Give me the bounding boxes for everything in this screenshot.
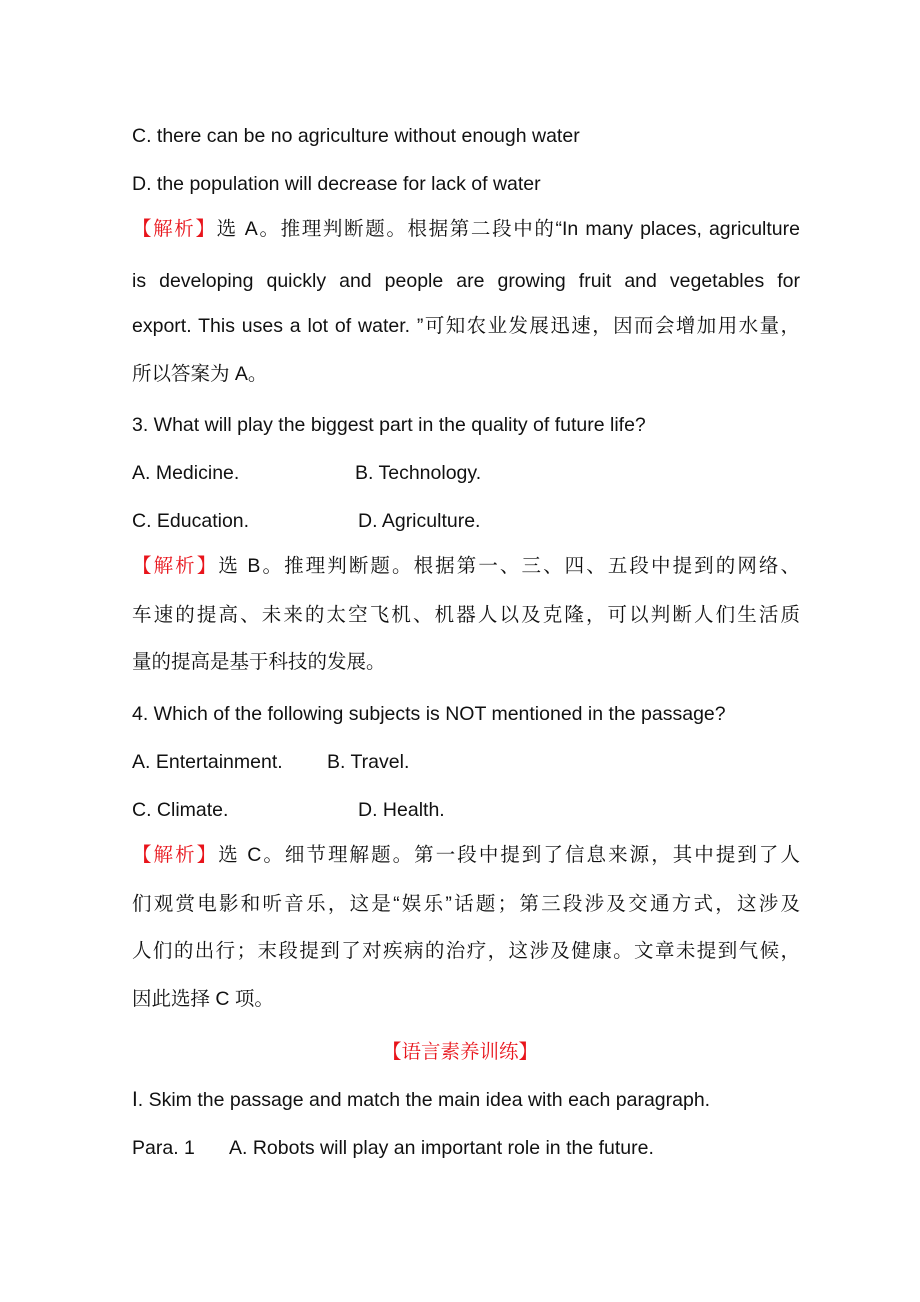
q4-option-c: C. Climate. — [132, 799, 229, 821]
q3-option-c: C. Education. — [132, 510, 250, 532]
q4-option-d: D. Health. — [358, 799, 445, 821]
q4-analysis-line-4: 因此选择 C 项。 — [132, 988, 274, 1010]
q3-analysis-line-2: 车速的提高、未来的太空飞机、机器人以及克隆，可以判断人们生活质 — [132, 604, 800, 626]
q4-analysis-line-3: 人们的出行；末段提到了对疾病的治疗，这涉及健康。文章未提到气候， — [132, 940, 800, 962]
q3-analysis-line-1 — [132, 553, 800, 579]
q3-option-d: D. Agriculture. — [358, 510, 481, 532]
para-option: A. Robots will play an important role in the future. — [229, 1137, 654, 1159]
q2-analysis-line-1 — [132, 216, 800, 242]
analysis-text: 选 C。细节理解题。第一段中提到了信息来源，其中提到了人 — [218, 844, 800, 866]
section-instruction: Ⅰ. Skim the passage and match the main idea with each paragraph. — [132, 1089, 711, 1111]
analysis-text: 选 A。推理判断题。根据第二段中的“In many places, agriculture — [216, 218, 800, 240]
q2-option-c: C. there can be no agriculture without enough water — [132, 125, 580, 147]
q2-analysis-line-4: 所以答案为 A。 — [132, 363, 268, 385]
q4-analysis-line-2: 们观赏电影和听音乐，这是“娱乐”话题；第三段涉及交通方式，这涉及 — [132, 893, 800, 915]
section-title: 【语言素养训练】 — [381, 1041, 538, 1063]
analysis-tag: 【解析】 — [132, 844, 219, 866]
q3-question: 3. What will play the biggest part in the quality of future life? — [132, 414, 646, 436]
q3-option-b: B. Technology. — [355, 462, 482, 484]
q3-analysis-line-3: 量的提高是基于科技的发展。 — [132, 651, 386, 673]
analysis-tag: 【解析】 — [132, 555, 219, 577]
q4-analysis-line-1 — [132, 842, 800, 868]
q2-option-d: D. the population will decrease for lack of water — [132, 173, 541, 195]
q4-option-b: B. Travel. — [327, 751, 410, 773]
analysis-tag: 【解析】 — [132, 218, 217, 240]
analysis-text: 选 B。推理判断题。根据第一、三、四、五段中提到的网络、 — [218, 555, 800, 577]
q4-option-a: A. Entertainment. — [132, 751, 283, 773]
para-label: Para. 1 — [132, 1137, 195, 1159]
q3-option-a: A. Medicine. — [132, 462, 240, 484]
q4-question: 4. Which of the following subjects is NOT mentioned in the passage? — [132, 703, 726, 725]
q2-analysis-line-2: is developing quickly and people are growing fruit and vegetables for — [132, 270, 800, 292]
q2-analysis-line-3: export. This uses a lot of water. ”可知农业发展迅速，因而会增加用水量， — [132, 315, 800, 337]
